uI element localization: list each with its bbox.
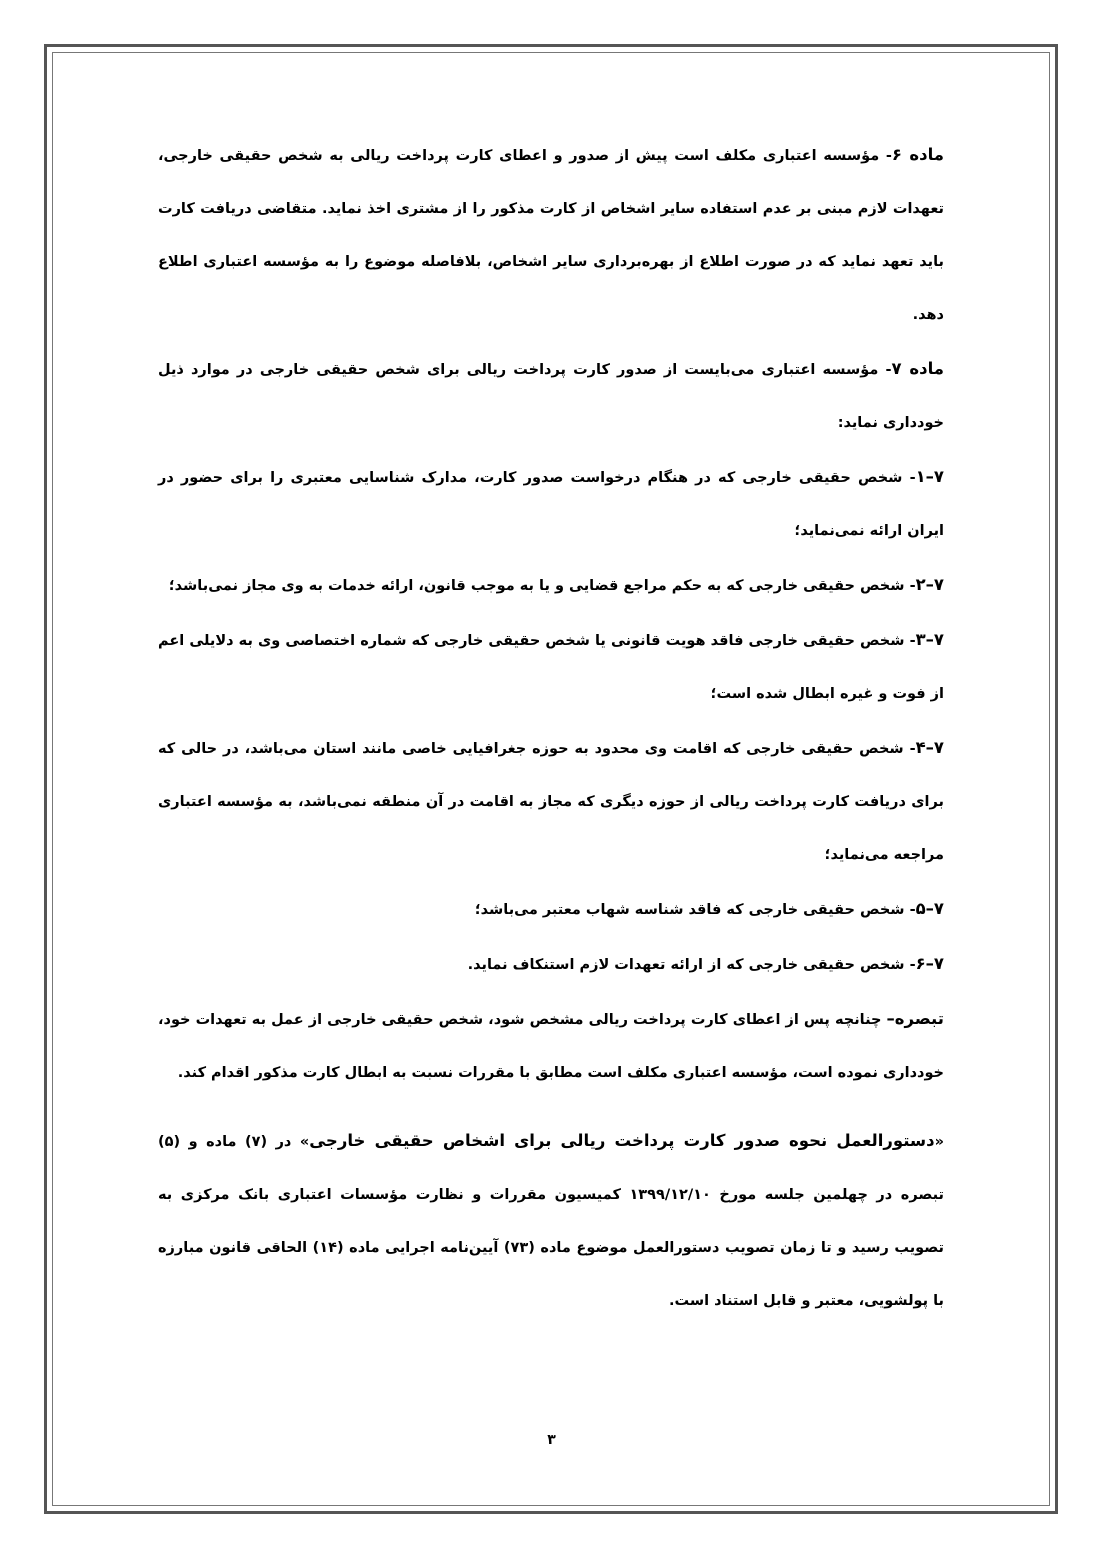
item-text: - شخص حقیقی خارجی فاقد هویت قانونی یا شخص حقیقی خارجی که شماره اختصاصی وی به دلایلی اعم از فوت و غیره ابطال شده است؛ [158, 633, 944, 702]
item-number: ۷–۴ [915, 738, 944, 757]
article-7-item-3 [158, 613, 944, 721]
quote-close: » [299, 1134, 310, 1150]
article-7-item-1 [158, 450, 944, 558]
article-7-item-6 [158, 937, 944, 992]
item-number: ۷–۵ [915, 899, 944, 918]
quote-open: « [934, 1134, 945, 1150]
article-7-item-2 [158, 558, 944, 613]
closing-text: در (۷) ماده و (۵) تبصره در چهلمین جلسه مورخ ۱۳۹۹/۱۲/۱۰ کمیسیون مقررات و نظارت مؤسسات اعتباری بانک مرکزی به تصویب رسید و تا زمان تصویب دستورالعمل موضوع ماده (۷۳) آیین‌نامه اجرایی ماده (۱۴) الحاقی قانون مبارزه با پولشویی، معتبر و قابل استناد است. [158, 1134, 945, 1309]
article-6-heading: ماده ۶ [891, 145, 944, 164]
item-text: - شخص حقیقی خارجی که از ارائه تعهدات لازم استنکاف نماید. [467, 957, 916, 973]
item-text: - شخص حقیقی خارجی که اقامت وی محدود به حوزه جغرافیایی خاصی مانند استان می‌باشد، در حالی که برای دریافت کارت پرداخت ریالی از حوزه دیگری که مجاز به اقامت در آن منطقه نمی‌باشد، به مؤسسه اعتباری مراجعه می‌نماید؛ [158, 741, 944, 863]
spacer [158, 1100, 944, 1114]
item-number: ۷–۱ [915, 467, 944, 486]
article-7 [158, 342, 944, 450]
closing-paragraph [158, 1114, 944, 1328]
item-text: - شخص حقیقی خارجی که به حکم مراجع قضایی و یا به موجب قانون، ارائه خدمات به وی مجاز نمی‌باشد؛ [168, 578, 916, 594]
item-number: ۷–۳ [915, 630, 944, 649]
item-text: - شخص حقیقی خارجی که در هنگام درخواست صدور کارت، مدارک شناسایی معتبری را برای حضور در ایران ارائه نمی‌نماید؛ [158, 470, 944, 539]
regulation-title: دستورالعمل نحوه صدور کارت پرداخت ریالی برای اشخاص حقیقی خارجی [309, 1131, 935, 1150]
note-heading: تبصره– [886, 1009, 944, 1028]
note-text: چنانچه پس از اعطای کارت پرداخت ریالی مشخص شود، شخص حقیقی خارجی از عمل به تعهدات خود، خودداری نموده است، مؤسسه اعتباری مکلف است مطابق با مقررات نسبت به ابطال کارت مذکور اقدام کند. [158, 1012, 944, 1081]
article-6 [158, 128, 944, 342]
document-body [158, 128, 944, 1328]
note-paragraph [158, 992, 944, 1100]
article-7-item-5 [158, 882, 944, 937]
item-number: ۷–۶ [915, 954, 944, 973]
item-text: - شخص حقیقی خارجی که فاقد شناسه شهاب معتبر می‌باشد؛ [474, 902, 916, 918]
page-number: ۳ [547, 1432, 556, 1448]
article-7-heading: ماده ۷ [891, 359, 944, 378]
item-number: ۷–۲ [915, 575, 944, 594]
article-7-text: - مؤسسه اعتباری می‌بایست از صدور کارت پرداخت ریالی برای شخص حقیقی خارجی در موارد ذیل خودداری نماید: [158, 362, 944, 431]
article-7-item-4 [158, 721, 944, 882]
article-6-text: - مؤسسه اعتباری مکلف است پیش از صدور و اعطای کارت پرداخت ریالی به شخص حقیقی خارجی، تعهدات لازم مبنی بر عدم استفاده سایر اشخاص از کارت مذکور را از مشتری اخذ نماید. متقاضی دریافت کارت باید تعهد نماید که در صورت اطلاع از بهره‌برداری سایر اشخاص، بلافاصله موضوع را به مؤسسه اعتباری اطلاع دهد. [158, 148, 944, 323]
